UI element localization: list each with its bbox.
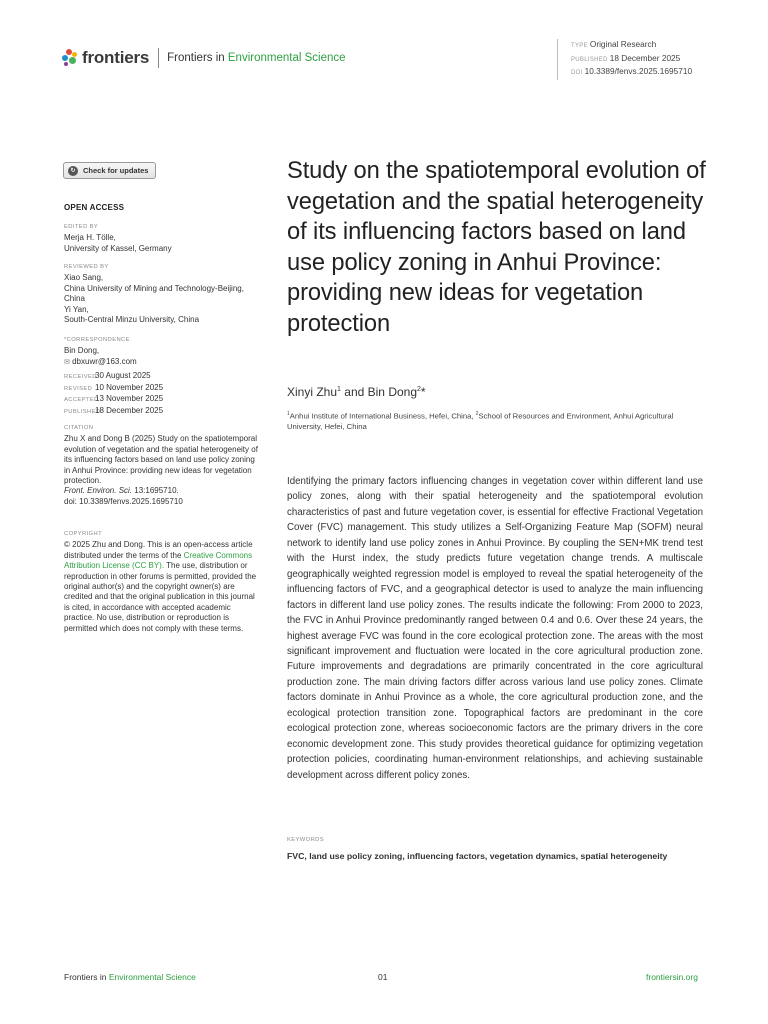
refresh-icon: ↻: [68, 166, 78, 176]
page-number: 01: [378, 972, 388, 982]
reviewed-by-block: REVIEWED BY Xiao Sang, China University of Mining and Technology-Beijing, China Yi Yan, South-Central Minzu University, China: [64, 264, 244, 325]
abstract-text: Identifying the primary factors influencing changes in vegetation cover within different land use policy zones, along with their spatial heterogeneity and the spatiotemporal evolution characteristics of past and future vegetation cover, is essential for effective Fractional Vegetation Cover (FVC) management. This study utilizes a Self-Organizing Feature Map (SOFM) neural network to identify land use policy zones in Anhui Province. By coupling the SEN+MK trend test with the Hurst index, the study predicts future vegetation change trends. A multiscale geographically weighted regression model is employed to reveal the spatial heterogeneity of the influencing factors of FVC, and a geographical detector is used to analyze the main influencing factors in different land use policy zones. The results indicate the following: From 2000 to 2023, the FVC in Anhui Province predominantly ranged between 0.4 and 0.6. Over these 24 years, the highest average FVC was found in the core ecological protection zone. The areas with the most significant improvement and fluctuation were located in the core agricultural production zone. Future improvements and degradations are primarily concentrated in the core agricultural production zone. The main driving factors differ across various land use policy zones. Climate factors dominate in Anhui Province as a whole, the core agricultural production zone, and the ecological protection transition zone. Topographical factors are predominant in the core ecological protection zone, whereas socioeconomic factors are the primary drivers in the core economic development zone. This study provides theoretical guidance for optimizing vegetation protection policies, coordinating human-environment relationships, and achieving sustainable development across different policy zones.: [287, 476, 703, 781]
article-meta: [557, 39, 692, 80]
citation-block: CITATION Zhu X and Dong B (2025) Study on the spatiotemporal evolution of vegetation and the spatial heterogeneity of its influencing factors based on land use policy zoning in Anhui Province: providing new ideas for vegetation protection. Front. Environ. Sci. 13:1695710. doi: 10.3389/fenvs.2025.1695710: [64, 425, 258, 506]
meta-type: TYPE Original Research: [571, 39, 657, 49]
frontiers-logo[interactable]: [62, 47, 346, 69]
copyright-block: COPYRIGHT © 2025 Zhu and Dong. This is an open-access article distributed under the terms of the Creative Commons Attribution License (CC BY). The use, distribution or reproduction in other forums is permitted, provided the original author(s) and the copyright owner(s) are credited and that the original publication in this journal is cited, in accordance with accepted academic practice. No use, distribution or reproduction is permitted which does not comply with these terms.: [64, 531, 257, 633]
footer-journal: Frontiers in Environmental Science: [64, 972, 196, 982]
author-link[interactable]: Bin Dong: [367, 385, 418, 399]
check-for-updates-button[interactable]: ↻ Check for updates: [63, 162, 156, 179]
affiliations: $^1$Anhui Institute of International Business, Hefei, China, $^2$School of Resources and Environment, Anhui Agricultural University, Hefei, China: [287, 411, 674, 432]
logo-divider: [158, 48, 159, 68]
open-access-label: OPEN ACCESS: [64, 203, 125, 212]
edited-by-block: EDITED BY Merja H. Tölle, University of Kassel, Germany: [64, 224, 172, 253]
citation-doi[interactable]: doi: 10.3389/fenvs.2025.1695710: [64, 496, 183, 506]
logo-wordmark: frontiers: [82, 48, 150, 67]
footer-site-link[interactable]: frontiersin.org: [646, 972, 698, 982]
frontiers-logo-icon: [62, 49, 78, 67]
dates-block: RECEIVED30 August 2025 REVISED 10 November 2025 ACCEPTED13 November 2025 PUBLISHED18 December 2025: [64, 371, 164, 415]
correspondence-block: *CORRESPONDENCE Bin Dong, ✉ dbxuwr@163.com: [64, 335, 264, 368]
mail-icon: ✉: [64, 358, 70, 366]
article-title: Study on the spatiotemporal evolution of vegetation and the spatial heterogeneity of its influencing factors based on land use policy zoning in Anhui Province: providing new ideas for vegetation protection: [287, 158, 706, 337]
author-link[interactable]: Xinyi Zhu: [287, 385, 338, 399]
author-list: Xinyi Zhu$^1$ and Bin Dong$^2$*: [287, 385, 426, 399]
meta-published: PUBLISHED 18 December 2025: [571, 52, 681, 63]
keywords-list: FVC, land use policy zoning, influencing factors, vegetation dynamics, spatial heterogeneity: [287, 851, 668, 861]
cc-by-license-link[interactable]: Creative Commons Attribution License (CC BY).: [64, 550, 253, 571]
journal-name: Frontiers in Environmental Science: [167, 52, 346, 64]
meta-doi[interactable]: DOI 10.3389/fenvs.2025.1695710: [571, 66, 693, 76]
email-link[interactable]: ✉ dbxuwr@163.com: [64, 356, 137, 366]
keywords-label: KEYWORDS: [287, 837, 325, 843]
